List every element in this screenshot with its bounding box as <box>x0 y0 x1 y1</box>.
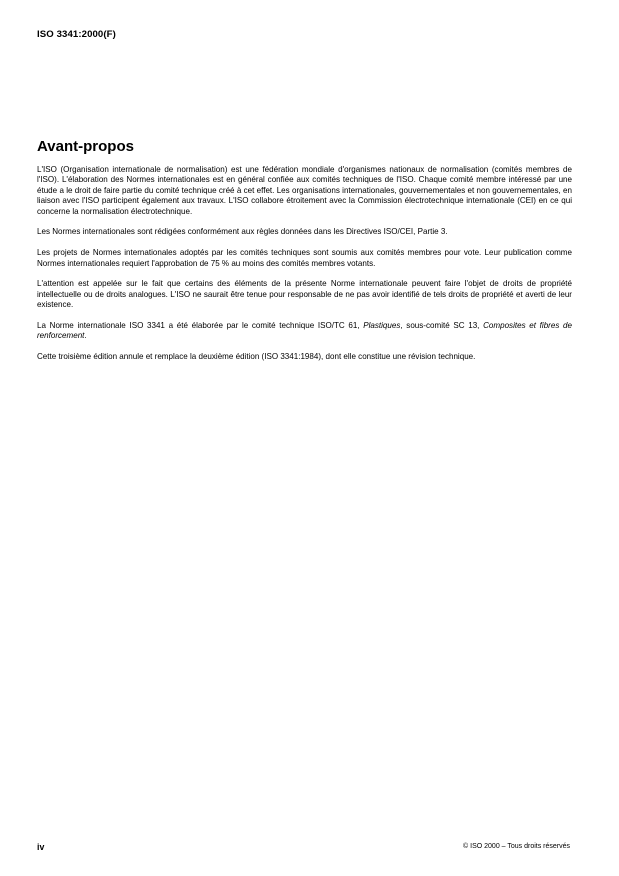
committee-name-plastiques: Plastiques <box>363 321 401 331</box>
copyright-notice: © ISO 2000 – Tous droits réservés <box>463 843 570 850</box>
paragraph-iso-organisation: L'ISO (Organisation internationale de normalisation) est une fédération mondiale d'organismes nationaux de normalisation (comités membres de l'ISO). L'élaboration des Normes internationales est en général confiée aux comités techniques de l'ISO. Chaque comité membre intéressé par une étude a le droit de faire partie du comité technique créé à cet effet. Les organisations internationales, gouvernementales et non gouvernementales, en liaison avec l'ISO participent également aux travaux. L'ISO collabore étroitement avec la Commission électrotechnique internationale (CEI) en ce qui concerne la normalisation électrotechnique. <box>37 165 572 216</box>
document-id-header: ISO 3341:2000(F) <box>37 29 116 40</box>
subcommittee-name: Composites et fibres de renforcement <box>37 321 572 341</box>
committee-text-2: , sous-comité SC 13, <box>400 321 484 331</box>
paragraph-edition: Cette troisième édition annule et remplace la deuxième édition (ISO 3341:1984), dont elle constitue une révision technique. <box>37 352 476 362</box>
paragraph-voting: Les projets de Normes internationales adoptés par les comités techniques sont soumis aux comités membres pour vote. Leur publication comme Normes internationales requiert l'approbation de 75 % au moins des comités membres votants. <box>37 248 572 268</box>
paragraph-committee <box>37 321 572 342</box>
committee-text-1: La Norme internationale ISO 3341 a été élaborée par le comité technique ISO/TC 61, <box>37 321 364 331</box>
section-title: Avant-propos <box>37 138 134 155</box>
foreword-body <box>37 165 572 373</box>
committee-text-3: . <box>84 331 87 341</box>
page-number: iv <box>37 842 45 852</box>
paragraph-patent-rights: L'attention est appelée sur le fait que certains des éléments de la présente Norme internationale peuvent faire l'objet de droits de propriété intellectuelle ou de droits analogues. L'ISO ne saurait être tenue pour responsable de ne pas avoir identifié de tels droits de propriété et averti de leur existence. <box>37 279 572 310</box>
paragraph-directives: Les Normes internationales sont rédigées conformément aux règles données dans les Directives ISO/CEI, Partie 3. <box>37 227 448 237</box>
